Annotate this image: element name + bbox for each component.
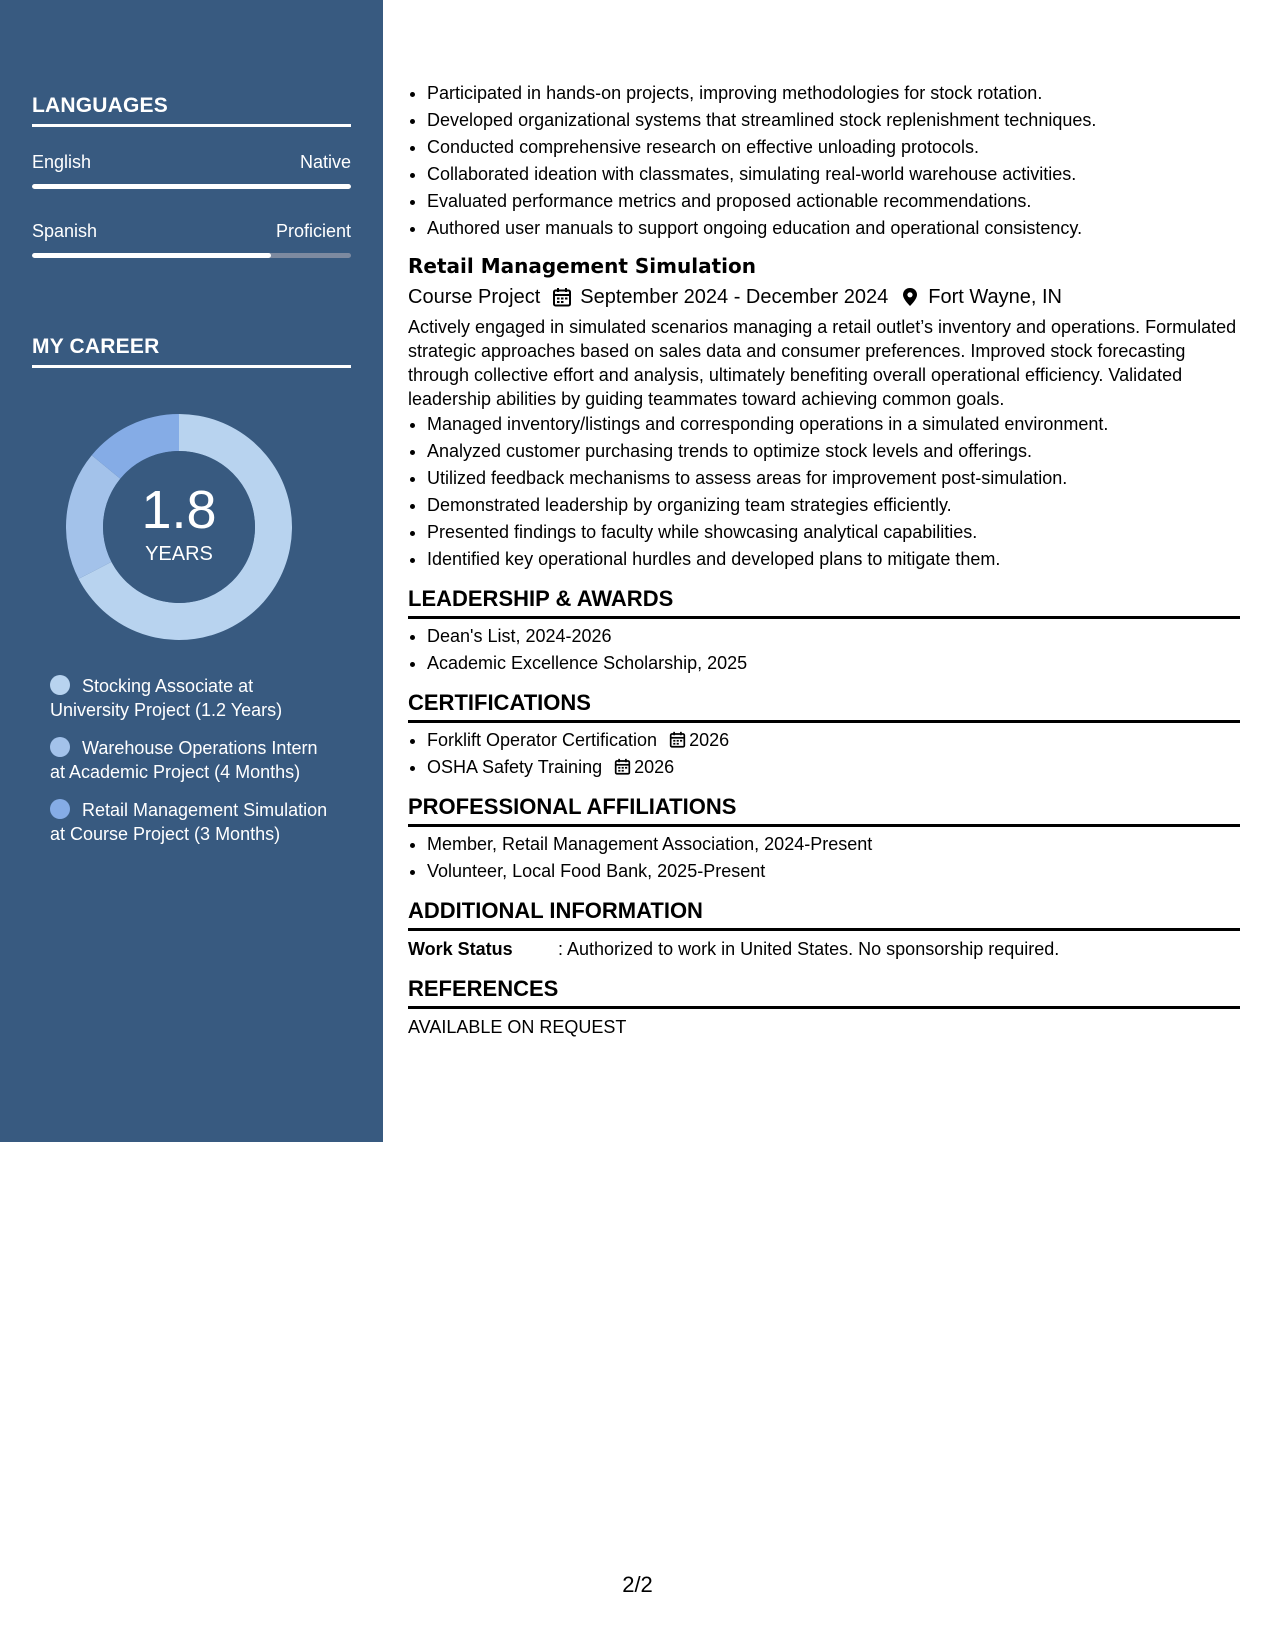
additional-info-heading: ADDITIONAL INFORMATION [408,897,1240,931]
list-item: • Analyzed customer purchasing trends to optimize stock levels and offerings. [427,438,1240,465]
entry-organization: Course Project [408,286,541,308]
list-item [427,754,1240,781]
certifications-heading: CERTIFICATIONS [408,689,1240,723]
language-row-english [32,152,351,173]
career-legend-label: Stocking Associate at University Project (1.2 Years) [50,676,283,720]
page-number: 2/2 [622,1572,653,1597]
references-heading: REFERENCES [408,975,1240,1009]
list-item: • Developed organizational systems that streamlined stock replenishment techniques. [427,107,1240,134]
career-heading: MY CAREER [32,335,351,368]
sidebar [0,0,383,1142]
list-item: • Collaborated ideation with classmates, simulating real-world warehouse activities. [427,161,1240,188]
list-item: • Demonstrated leadership by organizing team strategies efficiently. [427,492,1240,519]
entry-bullets [408,411,1240,573]
list-item: • Academic Excellence Scholarship, 2025 [427,650,1240,677]
list-item: • Identified key operational hurdles and developed plans to mitigate them. [427,546,1240,573]
career-legend-item [50,798,330,846]
career-donut-center [66,414,292,640]
certification-year: 2026 [689,730,730,750]
language-bar-fill [32,253,271,258]
career-legend-item [50,736,330,784]
work-status-label: Work Status [408,939,513,959]
legend-dot-icon [50,675,70,695]
leadership-list [408,623,1240,677]
career-total-unit: YEARS [145,542,213,565]
list-item: • Participated in hands-on projects, improving methodologies for stock rotation. [427,80,1240,107]
certifications-list [408,727,1240,781]
career-legend [50,674,330,860]
calendar-icon [669,731,686,748]
career-legend-label: Warehouse Operations Intern at Academic Project (4 Months) [50,738,318,782]
certification-name: Forklift Operator Certification [427,730,658,750]
calendar-icon [552,287,572,307]
language-bar-spanish [32,253,351,258]
entry-location: Fort Wayne, IN [928,286,1062,308]
legend-dot-icon [50,737,70,757]
certification-name: OSHA Safety Training [427,757,603,777]
list-item: • Presented findings to faculty while showcasing analytical capabilities. [427,519,1240,546]
list-item: • Managed inventory/listings and corresponding operations in a simulated environment. [427,411,1240,438]
language-row-spanish [32,221,351,242]
references-text: AVAILABLE ON REQUEST [408,1017,627,1037]
list-item: • Member, Retail Management Association, 2024-Present [427,831,1240,858]
leadership-heading: LEADERSHIP & AWARDS [408,585,1240,619]
certification-year: 2026 [634,757,675,777]
list-item: • Evaluated performance metrics and proposed actionable recommendations. [427,188,1240,215]
main-content [408,80,1240,1041]
languages-heading: LANGUAGES [32,94,351,127]
entry-description: Actively engaged in simulated scenarios managing a retail outlet’s inventory and operations. Formulated strategic approaches based on sales data and consumer preferences. Improved stock forecasting through collective effort and analysis, ultimately benefiting overall operational efficiency. Validated leadership abilities by guiding teammates toward achieving common goals. [408,317,1237,409]
career-total-value: 1.8 [141,479,217,540]
career-legend-item [50,674,330,722]
list-item: • Utilized feedback mechanisms to assess areas for improvement post-simulation. [427,465,1240,492]
entry-title: Retail Management Simulation [408,254,756,278]
map-pin-icon [900,287,920,307]
legend-dot-icon [50,799,70,819]
language-level: Native [299,152,351,172]
list-item [427,727,1240,754]
list-item: • Conducted comprehensive research on effective unloading protocols. [427,134,1240,161]
previous-entry-bullets [408,80,1240,242]
entry-dates: September 2024 - December 2024 [580,286,889,308]
entry-meta [408,282,1240,312]
work-status-value: : Authorized to work in United States. No sponsorship required. [558,939,1060,959]
affiliations-heading: PROFESSIONAL AFFILIATIONS [408,793,1240,827]
language-level: Proficient [275,221,351,241]
career-legend-label: Retail Management Simulation at Course Project (3 Months) [50,800,328,844]
calendar-icon [614,758,631,775]
language-name: English [32,152,92,172]
language-name: Spanish [32,221,98,241]
list-item: • Volunteer, Local Food Bank, 2025-Present [427,858,1240,885]
language-bar-english [32,184,351,189]
list-item: • Dean's List, 2024-2026 [427,623,1240,650]
list-item: • Authored user manuals to support ongoing education and operational consistency. [427,215,1240,242]
work-status-row [408,935,1240,963]
affiliations-list [408,831,1240,885]
language-bar-fill [32,184,351,189]
